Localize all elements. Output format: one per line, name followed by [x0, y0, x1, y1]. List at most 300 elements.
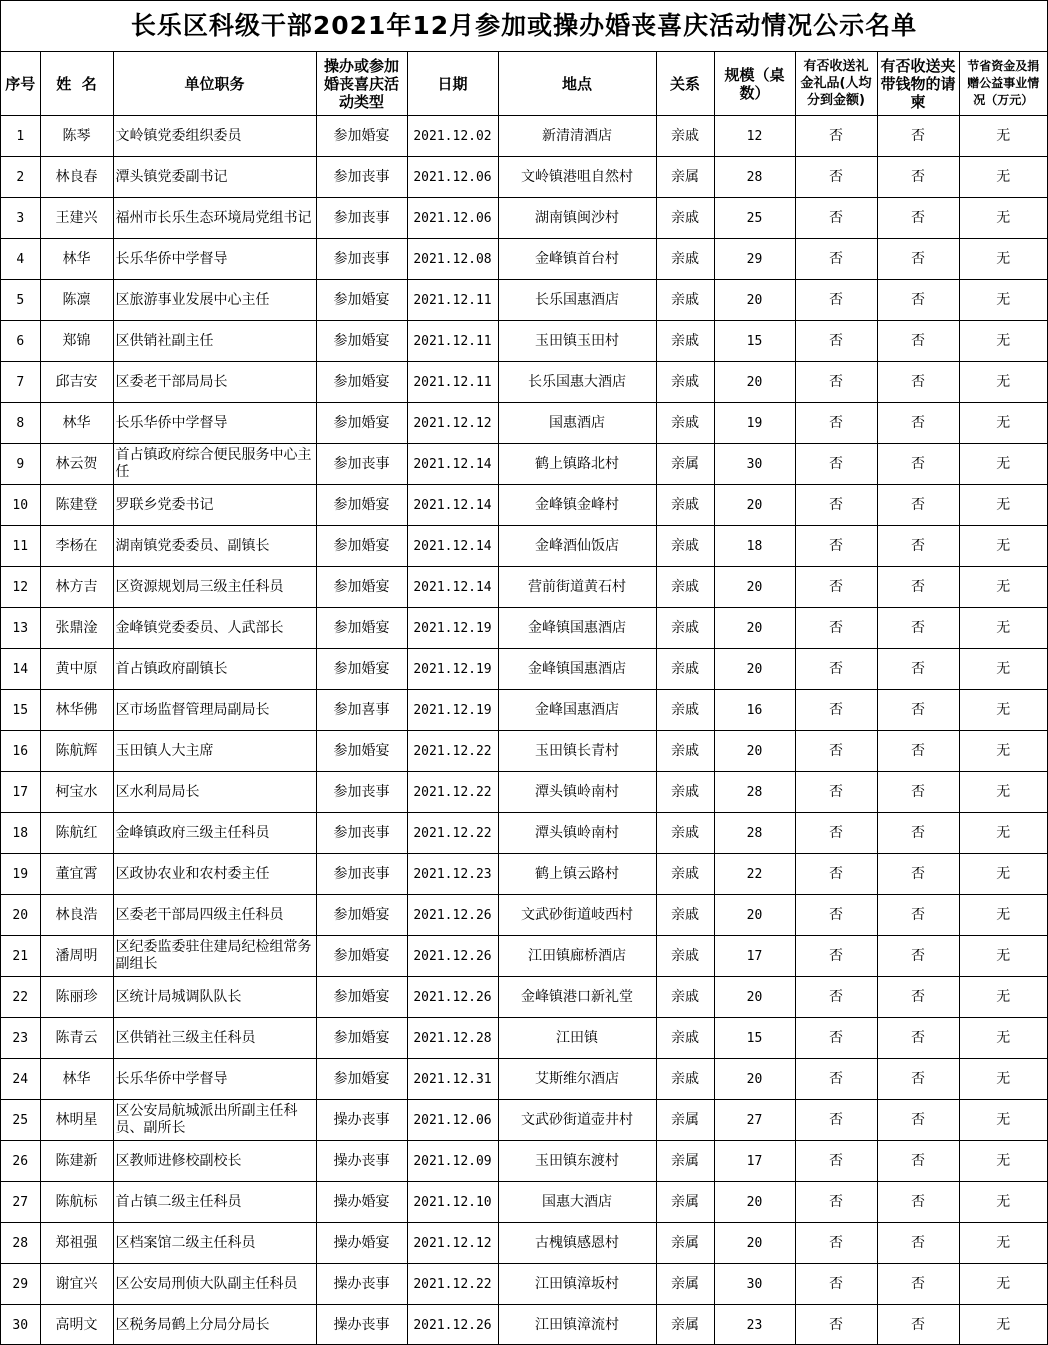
- cell-seq: 16: [1, 731, 40, 772]
- cell-donation: 无: [959, 567, 1047, 608]
- cell-scale: 20: [714, 567, 795, 608]
- header-scale: 规模（桌数）: [714, 52, 795, 116]
- cell-gift-money: 否: [795, 895, 877, 936]
- cell-position: 区委老干部局四级主任科员: [113, 895, 316, 936]
- cell-type: 操办丧事: [316, 1141, 407, 1182]
- cell-relation: 亲属: [656, 1264, 714, 1305]
- cell-name: 林华: [40, 403, 113, 444]
- cell-seq: 15: [1, 690, 40, 731]
- cell-invite: 否: [877, 485, 959, 526]
- cell-place: 古槐镇感恩村: [498, 1223, 656, 1264]
- cell-place: 国惠酒店: [498, 403, 656, 444]
- cell-name: 高明文: [40, 1305, 113, 1345]
- cell-type: 操办婚宴: [316, 1223, 407, 1264]
- cell-donation: 无: [959, 116, 1047, 157]
- cell-invite: 否: [877, 362, 959, 403]
- cell-invite: 否: [877, 157, 959, 198]
- cell-type: 操办婚宴: [316, 1182, 407, 1223]
- cell-type: 参加婚宴: [316, 608, 407, 649]
- table-row: [1, 198, 1047, 239]
- cell-place: 新清清酒店: [498, 116, 656, 157]
- cell-seq: 10: [1, 485, 40, 526]
- cell-name: 柯宝水: [40, 772, 113, 813]
- cell-relation: 亲戚: [656, 403, 714, 444]
- cell-seq: 29: [1, 1264, 40, 1305]
- cell-date: 2021.12.26: [407, 1305, 498, 1345]
- cell-donation: 无: [959, 157, 1047, 198]
- cell-date: 2021.12.09: [407, 1141, 498, 1182]
- table-row: [1, 1059, 1047, 1100]
- header-place: 地点: [498, 52, 656, 116]
- cell-relation: 亲戚: [656, 1059, 714, 1100]
- table-row: [1, 608, 1047, 649]
- cell-date: 2021.12.19: [407, 649, 498, 690]
- cell-gift-money: 否: [795, 321, 877, 362]
- cell-relation: 亲戚: [656, 731, 714, 772]
- cell-date: 2021.12.14: [407, 485, 498, 526]
- cell-place: 艾斯维尔酒店: [498, 1059, 656, 1100]
- cell-relation: 亲戚: [656, 854, 714, 895]
- cell-seq: 12: [1, 567, 40, 608]
- cell-scale: 20: [714, 280, 795, 321]
- table-row: [1, 813, 1047, 854]
- cell-date: 2021.12.08: [407, 239, 498, 280]
- cell-name: 陈丽珍: [40, 977, 113, 1018]
- cell-scale: 20: [714, 649, 795, 690]
- cell-donation: 无: [959, 444, 1047, 485]
- notice-table: [1, 52, 1047, 1345]
- table-row: [1, 772, 1047, 813]
- cell-position: 金峰镇政府三级主任科员: [113, 813, 316, 854]
- cell-place: 文武砂街道壶井村: [498, 1100, 656, 1141]
- table-row: [1, 1141, 1047, 1182]
- cell-donation: 无: [959, 362, 1047, 403]
- cell-type: 参加丧事: [316, 854, 407, 895]
- table-row: [1, 1100, 1047, 1141]
- cell-relation: 亲戚: [656, 198, 714, 239]
- cell-gift-money: 否: [795, 485, 877, 526]
- cell-invite: 否: [877, 526, 959, 567]
- cell-donation: 无: [959, 1305, 1047, 1345]
- cell-date: 2021.12.12: [407, 1223, 498, 1264]
- cell-type: 操办丧事: [316, 1264, 407, 1305]
- cell-relation: 亲属: [656, 1305, 714, 1345]
- header-name: 姓 名: [40, 52, 113, 116]
- cell-donation: 无: [959, 772, 1047, 813]
- cell-gift-money: 否: [795, 731, 877, 772]
- header-relation: 关系: [656, 52, 714, 116]
- cell-invite: 否: [877, 936, 959, 977]
- cell-position: 潭头镇党委副书记: [113, 157, 316, 198]
- cell-name: 林良浩: [40, 895, 113, 936]
- cell-position: 区资源规划局三级主任科员: [113, 567, 316, 608]
- cell-scale: 20: [714, 977, 795, 1018]
- cell-name: 林明星: [40, 1100, 113, 1141]
- cell-type: 参加丧事: [316, 157, 407, 198]
- cell-position: 区公安局航城派出所副主任科员、副所长: [113, 1100, 316, 1141]
- cell-relation: 亲戚: [656, 977, 714, 1018]
- table-row: [1, 362, 1047, 403]
- cell-gift-money: 否: [795, 1182, 877, 1223]
- cell-invite: 否: [877, 1100, 959, 1141]
- cell-seq: 25: [1, 1100, 40, 1141]
- cell-gift-money: 否: [795, 198, 877, 239]
- cell-scale: 23: [714, 1305, 795, 1345]
- cell-seq: 20: [1, 895, 40, 936]
- cell-name: 郑祖强: [40, 1223, 113, 1264]
- cell-date: 2021.12.11: [407, 280, 498, 321]
- cell-type: 参加婚宴: [316, 649, 407, 690]
- cell-position: 首占镇二级主任科员: [113, 1182, 316, 1223]
- cell-donation: 无: [959, 403, 1047, 444]
- cell-seq: 7: [1, 362, 40, 403]
- cell-gift-money: 否: [795, 1264, 877, 1305]
- cell-relation: 亲戚: [656, 567, 714, 608]
- cell-invite: 否: [877, 567, 959, 608]
- cell-relation: 亲属: [656, 444, 714, 485]
- cell-invite: 否: [877, 895, 959, 936]
- cell-scale: 17: [714, 1141, 795, 1182]
- table-row: [1, 731, 1047, 772]
- cell-gift-money: 否: [795, 1100, 877, 1141]
- cell-name: 黄中原: [40, 649, 113, 690]
- cell-seq: 4: [1, 239, 40, 280]
- header-seq: 序号: [1, 52, 40, 116]
- cell-donation: 无: [959, 239, 1047, 280]
- cell-invite: 否: [877, 854, 959, 895]
- cell-invite: 否: [877, 239, 959, 280]
- cell-donation: 无: [959, 198, 1047, 239]
- cell-date: 2021.12.06: [407, 198, 498, 239]
- table-row: [1, 854, 1047, 895]
- cell-relation: 亲戚: [656, 485, 714, 526]
- cell-date: 2021.12.26: [407, 977, 498, 1018]
- cell-invite: 否: [877, 444, 959, 485]
- cell-donation: 无: [959, 321, 1047, 362]
- header-row: [1, 52, 1047, 116]
- table-row: [1, 1223, 1047, 1264]
- cell-invite: 否: [877, 116, 959, 157]
- cell-gift-money: 否: [795, 444, 877, 485]
- cell-date: 2021.12.23: [407, 854, 498, 895]
- header-gift-money: 有否收送礼金礼品(人均分到金额): [795, 52, 877, 116]
- cell-gift-money: 否: [795, 1018, 877, 1059]
- cell-invite: 否: [877, 1141, 959, 1182]
- cell-place: 玉田镇长青村: [498, 731, 656, 772]
- cell-type: 参加丧事: [316, 772, 407, 813]
- cell-donation: 无: [959, 1059, 1047, 1100]
- cell-position: 首占镇政府副镇长: [113, 649, 316, 690]
- cell-donation: 无: [959, 977, 1047, 1018]
- cell-scale: 27: [714, 1100, 795, 1141]
- cell-date: 2021.12.11: [407, 321, 498, 362]
- cell-position: 区供销社副主任: [113, 321, 316, 362]
- cell-seq: 9: [1, 444, 40, 485]
- cell-seq: 3: [1, 198, 40, 239]
- cell-scale: 15: [714, 1018, 795, 1059]
- cell-invite: 否: [877, 1182, 959, 1223]
- cell-place: 文岭镇港咀自然村: [498, 157, 656, 198]
- cell-donation: 无: [959, 1264, 1047, 1305]
- cell-seq: 11: [1, 526, 40, 567]
- cell-place: 金峰国惠酒店: [498, 690, 656, 731]
- cell-type: 参加婚宴: [316, 403, 407, 444]
- cell-scale: 15: [714, 321, 795, 362]
- cell-relation: 亲戚: [656, 280, 714, 321]
- cell-date: 2021.12.19: [407, 690, 498, 731]
- cell-type: 参加婚宴: [316, 362, 407, 403]
- cell-date: 2021.12.22: [407, 813, 498, 854]
- cell-date: 2021.12.11: [407, 362, 498, 403]
- cell-position: 区旅游事业发展中心主任: [113, 280, 316, 321]
- cell-date: 2021.12.26: [407, 936, 498, 977]
- cell-seq: 2: [1, 157, 40, 198]
- cell-relation: 亲戚: [656, 321, 714, 362]
- cell-donation: 无: [959, 813, 1047, 854]
- cell-relation: 亲戚: [656, 690, 714, 731]
- cell-position: 区档案馆二级主任科员: [113, 1223, 316, 1264]
- cell-type: 参加婚宴: [316, 526, 407, 567]
- cell-seq: 21: [1, 936, 40, 977]
- cell-place: 玉田镇东渡村: [498, 1141, 656, 1182]
- cell-place: 长乐国惠酒店: [498, 280, 656, 321]
- cell-position: 区纪委监委驻住建局纪检组常务副组长: [113, 936, 316, 977]
- cell-name: 李杨在: [40, 526, 113, 567]
- cell-position: 罗联乡党委书记: [113, 485, 316, 526]
- cell-gift-money: 否: [795, 608, 877, 649]
- table-row: [1, 895, 1047, 936]
- cell-seq: 27: [1, 1182, 40, 1223]
- cell-invite: 否: [877, 280, 959, 321]
- cell-gift-money: 否: [795, 280, 877, 321]
- header-type: 操办或参加婚丧喜庆活动类型: [316, 52, 407, 116]
- cell-seq: 26: [1, 1141, 40, 1182]
- cell-donation: 无: [959, 526, 1047, 567]
- cell-type: 参加婚宴: [316, 280, 407, 321]
- cell-position: 湖南镇党委委员、副镇长: [113, 526, 316, 567]
- cell-gift-money: 否: [795, 1141, 877, 1182]
- cell-name: 陈青云: [40, 1018, 113, 1059]
- cell-name: 林华佛: [40, 690, 113, 731]
- cell-name: 谢宜兴: [40, 1264, 113, 1305]
- cell-type: 参加婚宴: [316, 1018, 407, 1059]
- cell-seq: 6: [1, 321, 40, 362]
- cell-date: 2021.12.12: [407, 403, 498, 444]
- cell-date: 2021.12.31: [407, 1059, 498, 1100]
- cell-relation: 亲戚: [656, 813, 714, 854]
- cell-place: 文武砂街道岐西村: [498, 895, 656, 936]
- cell-position: 首占镇政府综合便民服务中心主任: [113, 444, 316, 485]
- cell-date: 2021.12.06: [407, 1100, 498, 1141]
- table-row: [1, 1182, 1047, 1223]
- cell-scale: 20: [714, 731, 795, 772]
- cell-name: 陈建新: [40, 1141, 113, 1182]
- cell-donation: 无: [959, 1182, 1047, 1223]
- cell-scale: 16: [714, 690, 795, 731]
- cell-name: 林华: [40, 1059, 113, 1100]
- cell-type: 参加婚宴: [316, 895, 407, 936]
- cell-date: 2021.12.14: [407, 567, 498, 608]
- cell-gift-money: 否: [795, 1305, 877, 1345]
- cell-position: 区供销社三级主任科员: [113, 1018, 316, 1059]
- cell-name: 潘周明: [40, 936, 113, 977]
- cell-relation: 亲戚: [656, 649, 714, 690]
- cell-relation: 亲属: [656, 1141, 714, 1182]
- cell-relation: 亲戚: [656, 772, 714, 813]
- cell-donation: 无: [959, 280, 1047, 321]
- table-row: [1, 1305, 1047, 1345]
- cell-position: 区政协农业和农村委主任: [113, 854, 316, 895]
- header-donation: 节省资金及捐赠公益事业情况（万元）: [959, 52, 1047, 116]
- cell-relation: 亲戚: [656, 362, 714, 403]
- cell-donation: 无: [959, 1018, 1047, 1059]
- cell-invite: 否: [877, 977, 959, 1018]
- cell-name: 郑锦: [40, 321, 113, 362]
- cell-name: 陈航辉: [40, 731, 113, 772]
- cell-place: 江田镇漳流村: [498, 1305, 656, 1345]
- cell-place: 金峰镇首台村: [498, 239, 656, 280]
- cell-relation: 亲戚: [656, 1018, 714, 1059]
- cell-scale: 22: [714, 854, 795, 895]
- table-row: [1, 690, 1047, 731]
- cell-invite: 否: [877, 813, 959, 854]
- cell-seq: 8: [1, 403, 40, 444]
- cell-name: 林云贺: [40, 444, 113, 485]
- cell-type: 参加丧事: [316, 239, 407, 280]
- cell-date: 2021.12.19: [407, 608, 498, 649]
- cell-place: 金峰镇金峰村: [498, 485, 656, 526]
- cell-position: 区委老干部局局长: [113, 362, 316, 403]
- cell-scale: 28: [714, 772, 795, 813]
- cell-seq: 30: [1, 1305, 40, 1345]
- header-date: 日期: [407, 52, 498, 116]
- cell-gift-money: 否: [795, 854, 877, 895]
- cell-invite: 否: [877, 198, 959, 239]
- cell-donation: 无: [959, 649, 1047, 690]
- cell-name: 陈凛: [40, 280, 113, 321]
- cell-scale: 20: [714, 1059, 795, 1100]
- table-row: [1, 526, 1047, 567]
- cell-donation: 无: [959, 690, 1047, 731]
- cell-place: 金峰镇国惠酒店: [498, 608, 656, 649]
- cell-relation: 亲戚: [656, 936, 714, 977]
- table-row: [1, 567, 1047, 608]
- cell-position: 文岭镇党委组织委员: [113, 116, 316, 157]
- cell-relation: 亲属: [656, 1100, 714, 1141]
- cell-scale: 29: [714, 239, 795, 280]
- cell-scale: 20: [714, 895, 795, 936]
- table-row: [1, 977, 1047, 1018]
- cell-position: 区公安局刑侦大队副主任科员: [113, 1264, 316, 1305]
- cell-seq: 19: [1, 854, 40, 895]
- cell-gift-money: 否: [795, 116, 877, 157]
- cell-name: 陈琴: [40, 116, 113, 157]
- cell-date: 2021.12.26: [407, 895, 498, 936]
- cell-position: 区市场监督管理局副局长: [113, 690, 316, 731]
- header-position: 单位职务: [113, 52, 316, 116]
- cell-invite: 否: [877, 690, 959, 731]
- cell-scale: 20: [714, 485, 795, 526]
- cell-date: 2021.12.22: [407, 1264, 498, 1305]
- table-row: [1, 1264, 1047, 1305]
- cell-donation: 无: [959, 1100, 1047, 1141]
- cell-position: 长乐华侨中学督导: [113, 403, 316, 444]
- cell-scale: 20: [714, 362, 795, 403]
- cell-place: 江田镇漳坂村: [498, 1264, 656, 1305]
- cell-name: 林方吉: [40, 567, 113, 608]
- cell-donation: 无: [959, 936, 1047, 977]
- cell-scale: 19: [714, 403, 795, 444]
- cell-invite: 否: [877, 1264, 959, 1305]
- cell-date: 2021.12.06: [407, 157, 498, 198]
- page-title: 长乐区科级干部2021年12月参加或操办婚丧喜庆活动情况公示名单: [1, 1, 1047, 52]
- cell-type: 参加丧事: [316, 444, 407, 485]
- cell-type: 参加丧事: [316, 198, 407, 239]
- cell-seq: 14: [1, 649, 40, 690]
- cell-position: 长乐华侨中学督导: [113, 239, 316, 280]
- table-row: [1, 649, 1047, 690]
- cell-type: 操办丧事: [316, 1100, 407, 1141]
- cell-name: 林华: [40, 239, 113, 280]
- cell-place: 潭头镇岭南村: [498, 813, 656, 854]
- cell-donation: 无: [959, 731, 1047, 772]
- cell-date: 2021.12.02: [407, 116, 498, 157]
- cell-date: 2021.12.28: [407, 1018, 498, 1059]
- cell-donation: 无: [959, 485, 1047, 526]
- cell-scale: 20: [714, 1182, 795, 1223]
- cell-scale: 28: [714, 813, 795, 854]
- cell-place: 长乐国惠大酒店: [498, 362, 656, 403]
- cell-donation: 无: [959, 895, 1047, 936]
- cell-gift-money: 否: [795, 813, 877, 854]
- cell-place: 湖南镇闽沙村: [498, 198, 656, 239]
- cell-type: 参加婚宴: [316, 116, 407, 157]
- cell-name: 张鼎淦: [40, 608, 113, 649]
- cell-position: 金峰镇党委委员、人武部长: [113, 608, 316, 649]
- cell-place: 潭头镇岭南村: [498, 772, 656, 813]
- cell-gift-money: 否: [795, 403, 877, 444]
- header-invite: 有否收送夹带钱物的请柬: [877, 52, 959, 116]
- cell-gift-money: 否: [795, 977, 877, 1018]
- cell-place: 鹤上镇路北村: [498, 444, 656, 485]
- cell-donation: 无: [959, 608, 1047, 649]
- cell-seq: 22: [1, 977, 40, 1018]
- cell-donation: 无: [959, 1223, 1047, 1264]
- cell-relation: 亲戚: [656, 608, 714, 649]
- cell-scale: 30: [714, 1264, 795, 1305]
- cell-date: 2021.12.22: [407, 772, 498, 813]
- cell-position: 福州市长乐生态环境局党组书记: [113, 198, 316, 239]
- cell-invite: 否: [877, 1018, 959, 1059]
- table-row: [1, 280, 1047, 321]
- cell-type: 参加婚宴: [316, 321, 407, 362]
- cell-place: 玉田镇玉田村: [498, 321, 656, 362]
- cell-date: 2021.12.14: [407, 526, 498, 567]
- cell-place: 鹤上镇云路村: [498, 854, 656, 895]
- cell-type: 参加婚宴: [316, 485, 407, 526]
- table-row: [1, 403, 1047, 444]
- cell-seq: 1: [1, 116, 40, 157]
- cell-invite: 否: [877, 1305, 959, 1345]
- cell-position: 区水利局局长: [113, 772, 316, 813]
- cell-name: 陈航红: [40, 813, 113, 854]
- cell-name: 陈建登: [40, 485, 113, 526]
- cell-type: 参加婚宴: [316, 936, 407, 977]
- cell-date: 2021.12.14: [407, 444, 498, 485]
- table-body: [1, 116, 1047, 1345]
- cell-gift-money: 否: [795, 936, 877, 977]
- cell-type: 参加喜事: [316, 690, 407, 731]
